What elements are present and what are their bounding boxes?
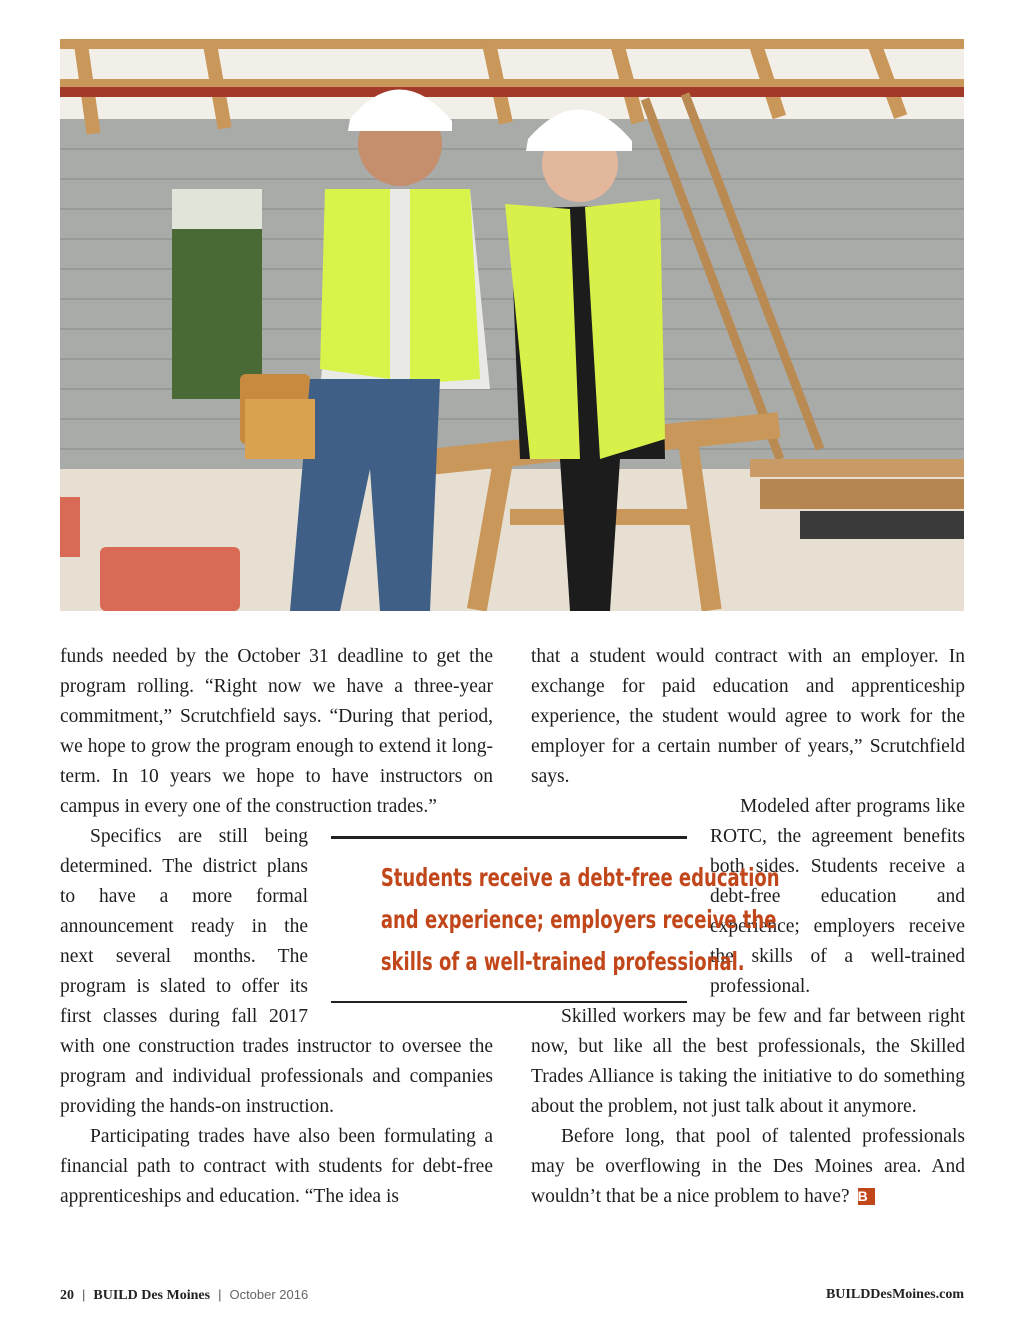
- end-mark-icon: B: [858, 1188, 875, 1205]
- closing-text: Before long, that pool of talented professionals may be overflowing in the Des Moines area. And wouldn’t that be a nice problem to have?: [531, 1126, 965, 1207]
- paragraph: [531, 1122, 965, 1212]
- paragraph: funds needed by the October 31 deadline to get the program rolling. “Right now we have a three-year commitment,” Scrutchfield says. “During that period, we hope to grow the program enough to extend it long-term. In 10 years we hope to have instructors on campus in every one of the construction trades.”: [60, 646, 493, 817]
- pull-quote-line: Students receive a debt-free education: [380, 863, 780, 892]
- publication-name: BUILD Des Moines: [93, 1288, 211, 1303]
- pull-quote-line: skills of a well-trained professional.: [380, 947, 745, 976]
- pull-quote-line: and experience; employers receive the: [380, 905, 777, 934]
- footer-separator: |: [218, 1287, 222, 1302]
- paragraph: Specifics are still being determined. The district plans to have a more formal announcement ready in the next several months. The program is slated to offer its first classes during fall 2017 with one construction trades instructor to oversee the program and individual professionals and companies providing the hands-on instruction.: [60, 826, 493, 1117]
- footer-left: [60, 1287, 308, 1304]
- page-number: 20: [60, 1288, 74, 1303]
- pull-quote-text: [380, 857, 780, 983]
- pull-quote: [331, 836, 780, 1003]
- footer-separator: |: [82, 1287, 86, 1302]
- website-link[interactable]: BUILDDesMoines.com: [825, 1287, 964, 1302]
- paragraph: Participating trades have also been formulating a financial path to contract with students for debt-free apprenticeships and education. “The idea is: [60, 1126, 493, 1207]
- paragraph: Skilled workers may be few and far between right now, but like all the best professionals, the Skilled Trades Alliance is taking the initiative to do something about the problem, not just talk about it anymore.: [531, 1006, 965, 1117]
- page-footer: [60, 1287, 964, 1307]
- construction-photo: [60, 39, 964, 611]
- paragraph: that a student would contract with an employer. In exchange for paid education and apprenticeship experience, the student would agree to work for the employer for a certain number of years,” Scrutchfield says.: [531, 646, 965, 787]
- paragraph: Modeled after programs like ROTC, the agreement benefits both sides. Students receive a debt-free education and experience; employers receive the skills of a well-trained professional.: [710, 796, 965, 997]
- issue-date: October 2016: [229, 1287, 309, 1302]
